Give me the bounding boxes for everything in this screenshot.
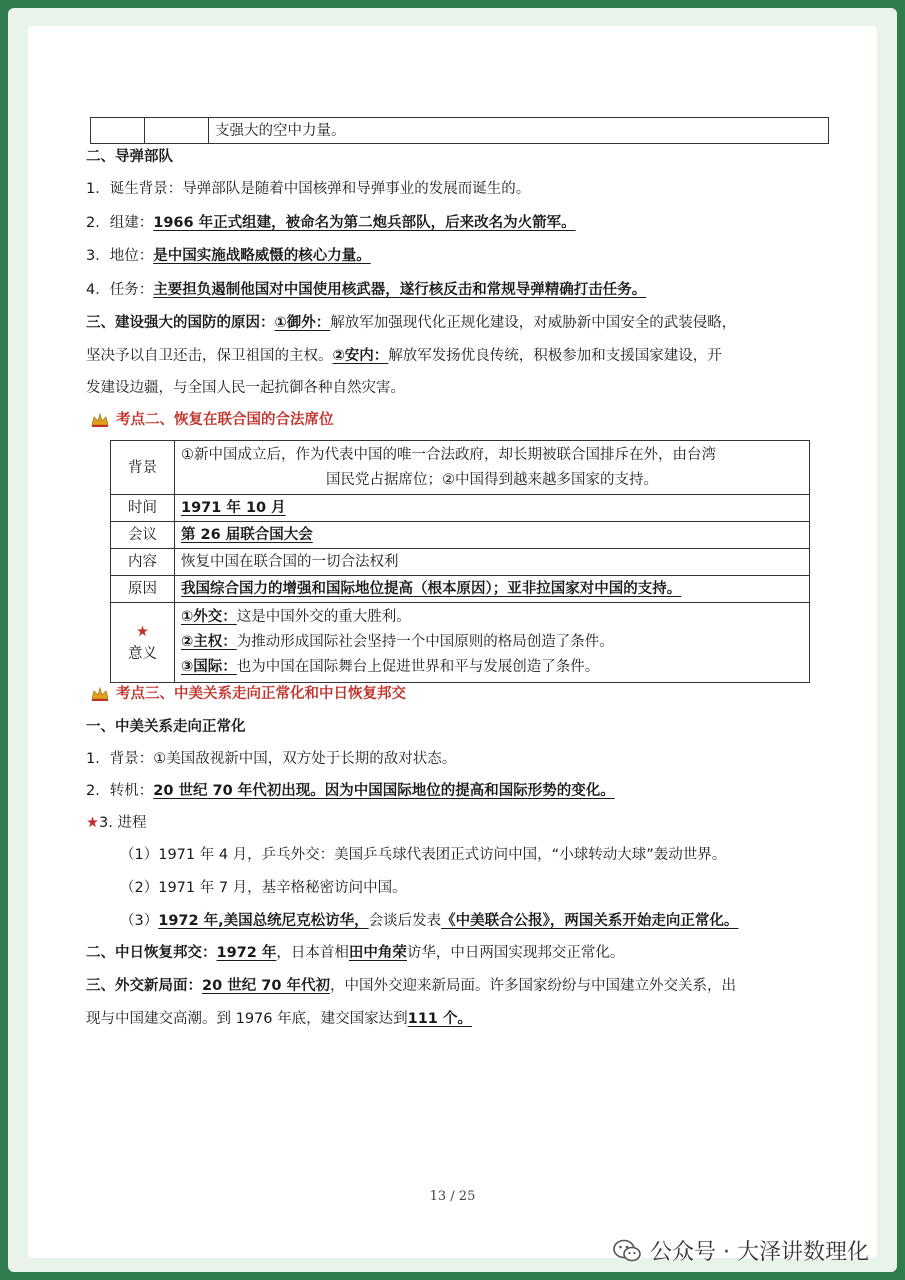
un-seat-table (110, 440, 810, 683)
sino-us-background: 1．背景：①美国敌视新中国，双方处于长期的敌对状态。 (86, 751, 457, 767)
significance-label-cell (111, 603, 175, 683)
label: 3．地位： (86, 248, 154, 264)
sino-us-process-title (86, 812, 146, 834)
top-table (90, 117, 829, 144)
significance-cell (175, 603, 810, 683)
content-value: 恢复中国在联合国的一切合法权利 (175, 549, 810, 576)
key: ①御外： (274, 315, 331, 331)
key: ①外交： (181, 609, 237, 625)
watermark-text: 公众号 · 大泽讲数理化 (650, 1240, 869, 1265)
text: ，中国外交迎来新局面。许多国家纷纷与中国建立外交关系，出 (330, 978, 737, 994)
row-label: 意义 (128, 645, 157, 662)
row-label: 背景 (111, 441, 175, 495)
kaodian-title: 考点三、中美关系走向正常化和中日恢复邦交 (116, 686, 406, 702)
text: 1972 年,美国总统尼克松访华， (158, 913, 369, 929)
sino-us-title: 一、中美关系走向正常化 (86, 719, 246, 735)
star-icon: ★ (86, 815, 99, 831)
missile-background (86, 178, 530, 200)
new-diplomacy-line-1 (86, 975, 736, 997)
process-item-3 (120, 910, 738, 932)
document-page (28, 26, 877, 1265)
significance-2 (181, 630, 803, 655)
top-table-cell-1 (91, 118, 145, 144)
text: 坚决予以自卫还击，保卫祖国的主权。 (86, 348, 333, 364)
section-missile-title: 二、导弹部队 (86, 149, 173, 165)
background-cell (175, 441, 810, 495)
label: 4．任务： (86, 282, 154, 298)
section-title: 三、外交新局面： (86, 978, 202, 994)
kaodian-3-heading (90, 683, 406, 705)
label: 2．组建： (86, 215, 154, 231)
row-label: 内容 (111, 549, 175, 576)
defense-reason-line-2 (86, 345, 722, 367)
text: ，日本首相 (276, 945, 349, 961)
text: 1966 年正式组建，被命名为第二炮兵部队，后来改名为火箭军。 (153, 215, 576, 231)
text: 现与中国建交高潮。到 1976 年底，建交国家达到 (86, 1011, 408, 1027)
text: 是中国实施战略威慑的核心力量。 (153, 248, 371, 264)
name: 田中角荣 (348, 945, 407, 961)
process-item-2: （2）1971 年 7 月，基辛格秘密访问中国。 (120, 880, 407, 896)
row-label: 会议 (111, 522, 175, 549)
defense-reason-line-3: 发建设边疆，与全国人民一起抗御各种自然灾害。 (86, 380, 405, 396)
key: ②安内： (332, 348, 389, 364)
count: 111 个。 (407, 1011, 472, 1027)
text: （3） (120, 913, 159, 929)
section-title: 二、中日恢复邦交： (86, 945, 217, 961)
key: ②主权： (181, 634, 237, 650)
section-title: 三、建设强大的国防的原因： (86, 315, 275, 331)
watermark (612, 1235, 869, 1266)
era: 20 世纪 70 年代初 (202, 978, 331, 994)
text: 解放军发扬优良传统，积极参加和支援国家建设，开 (388, 348, 722, 364)
time-value: 1971 年 10 月 (175, 495, 810, 522)
text: 《中美联合公报》，两国关系开始走向正常化。 (441, 913, 739, 929)
text: 也为中国在国际舞台上促进世界和平与发展创造了条件。 (236, 659, 600, 675)
text: 这是中国外交的重大胜利。 (236, 609, 411, 625)
text: 为推动形成国际社会坚持一个中国原则的格局创造了条件。 (236, 634, 614, 650)
kaodian-2-heading (90, 409, 334, 431)
missile-status (86, 245, 371, 267)
background-text-2: 国民党占据席位；②中国得到越来越多国家的支持。 (326, 471, 658, 488)
year: 1972 年 (216, 945, 277, 961)
crown-icon (90, 686, 110, 702)
text: 解放军加强现代化正规化建设，对威胁新中国安全的武装侵略， (330, 315, 737, 331)
text: 主要担负遏制他国对中国使用核武器，遂行核反击和常规导弹精确打击任务。 (153, 282, 647, 298)
wechat-icon (612, 1238, 642, 1264)
reason-value: 我国综合国力的增强和国际地位提高（根本原因）；亚非拉国家对中国的支持。 (175, 576, 810, 603)
crown-icon (90, 412, 110, 428)
page-frame (8, 8, 897, 1272)
label: 2．转机： (86, 783, 154, 799)
new-diplomacy-line-2 (86, 1008, 472, 1030)
text: 会谈后发表 (368, 913, 442, 929)
top-table-cell-3: 支强大的空中力量。 (209, 118, 829, 144)
significance-1 (181, 605, 803, 630)
row-label: 原因 (111, 576, 175, 603)
missile-task (86, 279, 646, 301)
significance-3 (181, 655, 803, 680)
sino-us-turning-point (86, 780, 615, 802)
text: 访华，中日两国实现邦交正常化。 (406, 945, 625, 961)
key: ③国际： (181, 659, 237, 675)
star-icon: ★ (136, 623, 149, 640)
page-number: 13 / 25 (429, 1189, 476, 1204)
missile-formation (86, 212, 576, 234)
sino-japan-line (86, 942, 624, 964)
text: 导弹部队是随着中国核弹和导弹事业的发展而诞生的。 (182, 181, 531, 197)
background-text-1: ①新中国成立后，作为代表中国的唯一合法政府，却长期被联合国排斥在外，由台湾 (181, 446, 716, 463)
process-item-1: （1）1971 年 4 月，乒乓外交：美国乒乓球代表团正式访问中国，“小球转动大球”轰动世界。 (120, 847, 727, 863)
row-label: 时间 (111, 495, 175, 522)
top-table-cell-2 (145, 118, 209, 144)
kaodian-title: 考点二、恢复在联合国的合法席位 (116, 412, 334, 428)
text: 3. 进程 (99, 815, 147, 831)
label: 1．诞生背景： (86, 181, 183, 197)
text: 20 世纪 70 年代初出现。因为中国国际地位的提高和国际形势的变化。 (153, 783, 615, 799)
defense-reason-line-1 (86, 312, 736, 334)
meeting-value: 第 26 届联合国大会 (175, 522, 810, 549)
